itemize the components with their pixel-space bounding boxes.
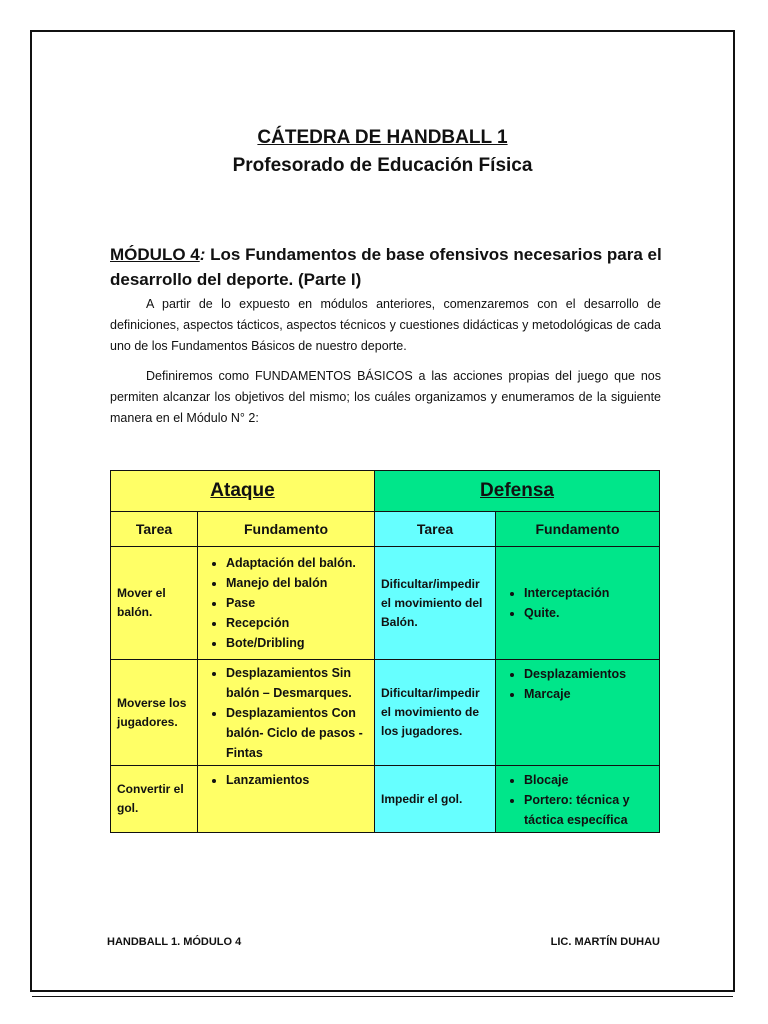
defense-fundamento-list — [496, 583, 659, 623]
list-item: • Blocaje — [524, 770, 655, 790]
defense-task-header: Tarea — [375, 512, 496, 547]
defense-fundamento-cell — [496, 547, 660, 660]
attack-fundamento-list — [198, 553, 374, 653]
course-title: CÁTEDRA DE HANDBALL 1 — [257, 127, 508, 148]
table-group-header-row — [111, 471, 660, 512]
list-item: • Lanzamientos — [226, 770, 370, 790]
attack-task-cell: Convertir el gol. — [111, 766, 198, 833]
module-heading — [110, 242, 670, 292]
attack-fundamento-header: Fundamento — [198, 512, 375, 547]
table-row — [111, 547, 660, 660]
list-item: • Desplazamientos — [524, 664, 655, 684]
list-item: • Desplazamientos Sin balón – Desmarques. — [226, 663, 370, 703]
table-row — [111, 766, 660, 833]
defense-fundamento-list — [496, 770, 659, 830]
defense-task-cell: Dificultar/impedir el movimiento del Balón. — [375, 547, 496, 660]
attack-task-header: Tarea — [111, 512, 198, 547]
defense-fundamento-header: Fundamento — [496, 512, 660, 547]
defense-fundamento-list — [496, 664, 659, 704]
list-item: • Marcaje — [524, 684, 655, 704]
definition-paragraph: Definiremos como FUNDAMENTOS BÁSICOS a las acciones propias del juego que nos permiten alcanzar los objetivos del mismo; los cuáles organizamos y enumeramos de la siguiente manera en el Módulo N° 2: — [110, 369, 661, 425]
defense-task-cell: Dificultar/impedir el movimiento de los jugadores. — [375, 660, 496, 766]
module-colon: : — [199, 245, 206, 264]
list-item: • Manejo del balón — [226, 573, 370, 593]
list-item: • Pase — [226, 593, 370, 613]
defense-fundamento-cell — [496, 766, 660, 833]
footer-author: LIC. MARTÍN DUHAU — [550, 936, 660, 948]
attack-task-cell: Mover el balón. — [111, 547, 198, 660]
attack-task-cell: Moverse los jugadores. — [111, 660, 198, 766]
table-column-header-row — [111, 512, 660, 547]
fundamentals-table — [110, 470, 660, 833]
list-item: • Interceptación — [524, 583, 655, 603]
attack-fundamento-cell — [198, 766, 375, 833]
list-item: • Bote/Dribling — [226, 633, 370, 653]
list-item: • Adaptación del balón. — [226, 553, 370, 573]
table-row — [111, 660, 660, 766]
list-item: • Recepción — [226, 613, 370, 633]
footer-module-label: HANDBALL 1. MÓDULO 4 — [107, 936, 242, 948]
defense-header: Defensa — [375, 471, 660, 512]
attack-fundamento-cell — [198, 660, 375, 766]
list-item: • Quite. — [524, 603, 655, 623]
defense-fundamento-cell — [496, 660, 660, 766]
attack-header: Ataque — [111, 471, 375, 512]
intro-paragraph: A partir de lo expuesto en módulos anteriores, comenzaremos con el desarrollo de definiciones, aspectos tácticos, aspectos técnicos y cuestiones didácticas y metodológicas de cada uno de los Fundamentos Básicos de nuestro deporte. — [110, 297, 661, 353]
document-title — [30, 124, 735, 180]
attack-fundamento-cell — [198, 547, 375, 660]
list-item: • Desplazamientos Con balón- Ciclo de pasos - Fintas — [226, 703, 370, 763]
attack-fundamento-list — [198, 770, 374, 790]
defense-task-cell: Impedir el gol. — [375, 766, 496, 833]
list-item: • Portero: técnica y táctica específica — [524, 790, 655, 830]
attack-fundamento-list — [198, 663, 374, 763]
module-title: Los Fundamentos de base ofensivos necesarios para el desarrollo del deporte. (Parte I) — [110, 245, 662, 289]
module-number: MÓDULO 4 — [110, 245, 200, 264]
program-title: Profesorado de Educación Física — [232, 155, 533, 176]
